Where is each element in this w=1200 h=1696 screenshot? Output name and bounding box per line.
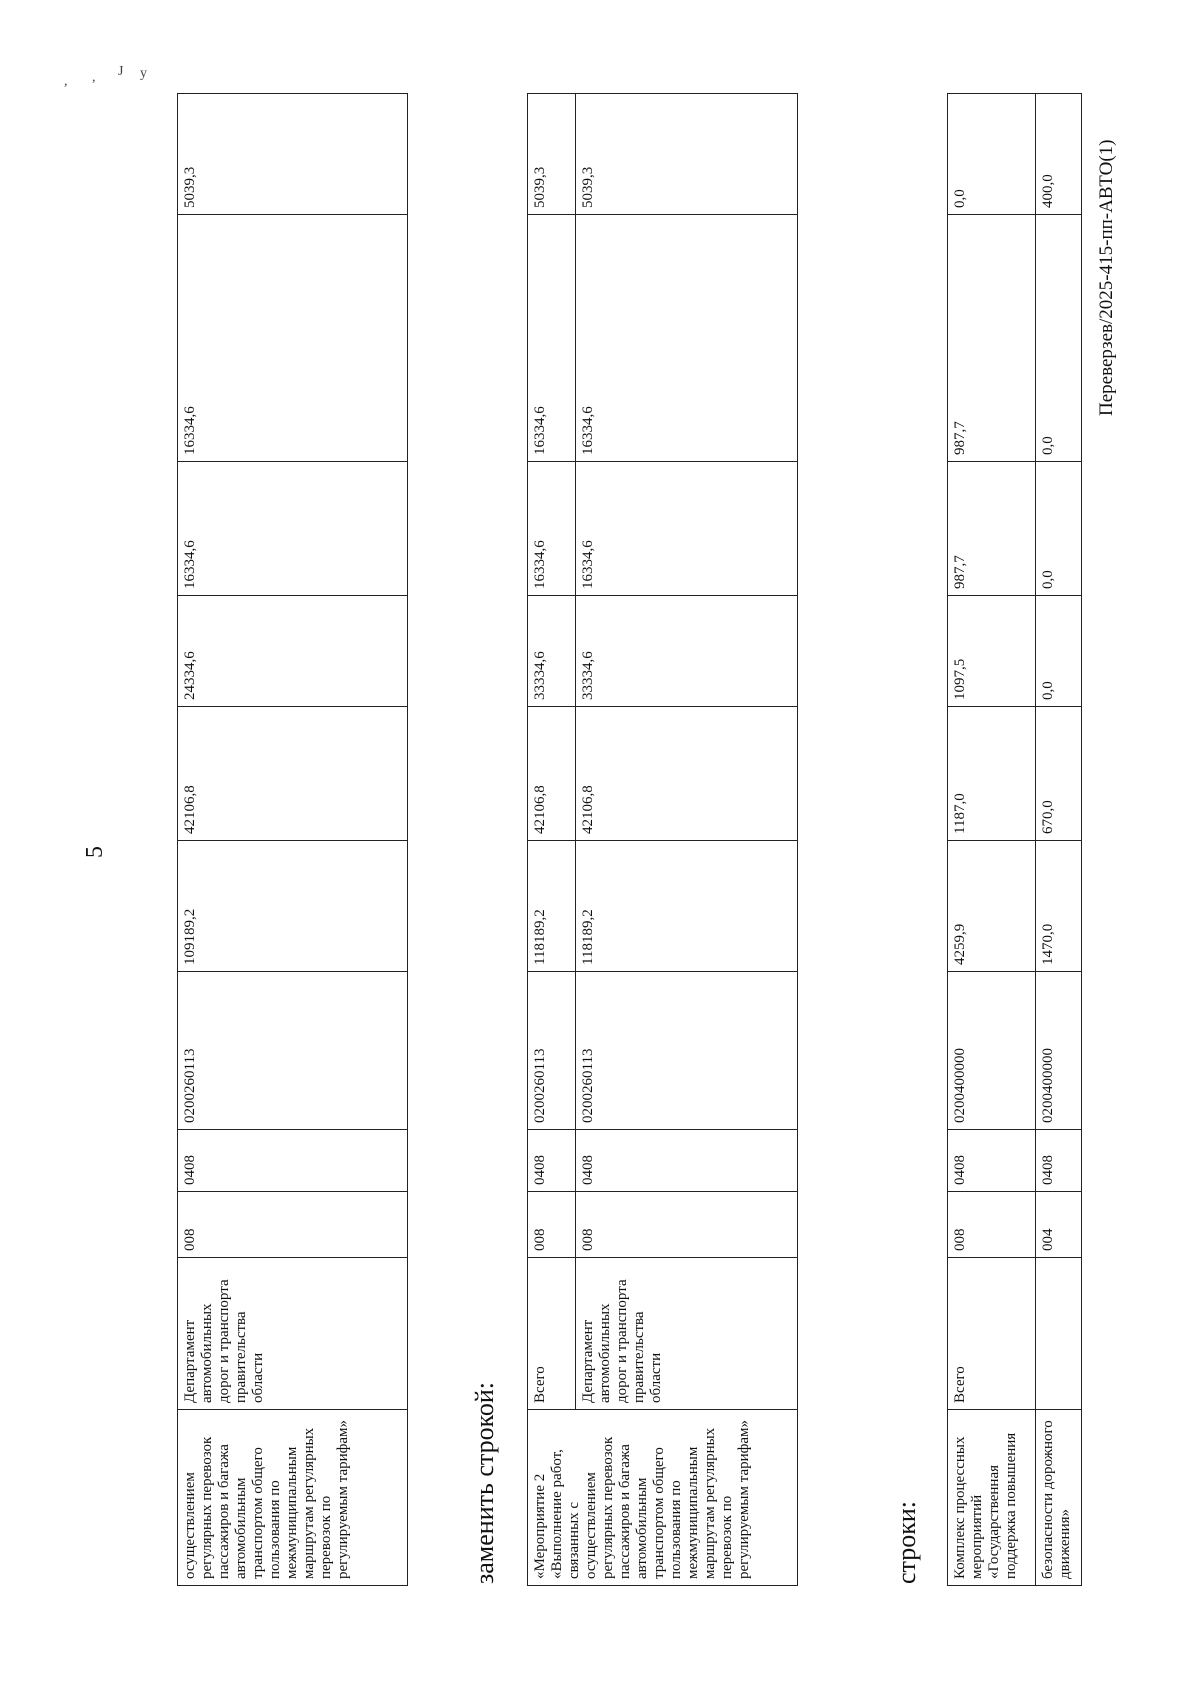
table-row bbox=[948, 94, 1036, 1586]
value-cell: 1097,5 bbox=[948, 596, 1036, 707]
value-cell: 118189,2 bbox=[528, 841, 576, 972]
value-cell: 42106,8 bbox=[178, 707, 408, 841]
value-cell: 16334,6 bbox=[528, 215, 576, 462]
replace-heading: заменить строкой: bbox=[470, 1381, 499, 1584]
value-cell: 118189,2 bbox=[576, 841, 798, 972]
value-cell: 670,0 bbox=[1036, 707, 1082, 841]
value-cell: 16334,6 bbox=[576, 215, 798, 462]
value-cell: 16334,6 bbox=[178, 462, 408, 596]
rzpr-cell: 0408 bbox=[178, 1130, 408, 1192]
value-cell: 5039,3 bbox=[178, 94, 408, 215]
executor-cell bbox=[1036, 1258, 1082, 1410]
executor-cell: Всего bbox=[528, 1258, 576, 1410]
value-cell: 42106,8 bbox=[576, 707, 798, 841]
value-cell: 5039,3 bbox=[528, 94, 576, 215]
page-number: 5 bbox=[82, 846, 108, 858]
value-cell: 987,7 bbox=[948, 215, 1036, 462]
executor-cell: Всего bbox=[948, 1258, 1036, 1410]
csr-cell: 0200400000 bbox=[948, 972, 1036, 1130]
value-cell: 4259,9 bbox=[948, 841, 1036, 972]
rzpr-cell: 0408 bbox=[528, 1130, 576, 1192]
value-cell: 0,0 bbox=[1036, 462, 1082, 596]
grbs-cell: 008 bbox=[948, 1192, 1036, 1258]
document-footer: Переверзев/2025-415-пп-АВТО(1) bbox=[1096, 139, 1117, 416]
table-continuation bbox=[177, 93, 408, 1586]
value-cell: 400,0 bbox=[1036, 94, 1082, 215]
value-cell: 16334,6 bbox=[576, 462, 798, 596]
table-row bbox=[1036, 94, 1082, 1586]
value-cell: 5039,3 bbox=[576, 94, 798, 215]
csr-cell: 0200400000 bbox=[1036, 972, 1082, 1130]
value-cell: 33334,6 bbox=[576, 596, 798, 707]
executor-cell: Департамент автомобильных дорог и транспорта правительства области bbox=[576, 1258, 798, 1410]
value-cell: 1470,0 bbox=[1036, 841, 1082, 972]
replacement-table bbox=[527, 93, 798, 1586]
value-cell: 109189,2 bbox=[178, 841, 408, 972]
table-row bbox=[576, 94, 798, 1586]
value-cell: 0,0 bbox=[1036, 215, 1082, 462]
rows-table bbox=[947, 93, 1082, 1586]
row-name-cell: Комплекс процессных мероприятий «Государственная поддержка повышения bbox=[948, 1410, 1036, 1586]
grbs-cell: 008 bbox=[528, 1192, 576, 1258]
grbs-cell: 008 bbox=[178, 1192, 408, 1258]
csr-cell: 0200260113 bbox=[576, 972, 798, 1130]
rzpr-cell: 0408 bbox=[948, 1130, 1036, 1192]
grbs-cell: 004 bbox=[1036, 1192, 1082, 1258]
value-cell: 0,0 bbox=[1036, 596, 1082, 707]
table-row bbox=[528, 94, 576, 1586]
value-cell: 0,0 bbox=[948, 94, 1036, 215]
rzpr-cell: 0408 bbox=[576, 1130, 798, 1192]
value-cell: 42106,8 bbox=[528, 707, 576, 841]
stray-mark: , bbox=[64, 74, 68, 89]
value-cell: 16334,6 bbox=[178, 215, 408, 462]
value-cell: 24334,6 bbox=[178, 596, 408, 707]
value-cell: 16334,6 bbox=[528, 462, 576, 596]
value-cell: 1187,0 bbox=[948, 707, 1036, 841]
value-cell: 987,7 bbox=[948, 462, 1036, 596]
grbs-cell: 008 bbox=[576, 1192, 798, 1258]
csr-cell: 0200260113 bbox=[528, 972, 576, 1130]
csr-cell: 0200260113 bbox=[178, 972, 408, 1130]
table-row bbox=[178, 94, 408, 1586]
executor-cell: Департамент автомобильных дорог и транспорта правительства области bbox=[178, 1258, 408, 1410]
row-name-cell: безопасности дорожного движения» bbox=[1036, 1410, 1082, 1586]
value-cell: 33334,6 bbox=[528, 596, 576, 707]
row-name-cell: осуществлением регулярных перевозок пассажиров и багажа автомобильным транспортом общего пользования по межмуниципальным маршрутам регулярных перевозок по регулируемым тарифам» bbox=[178, 1410, 408, 1586]
stray-mark: y bbox=[140, 66, 147, 81]
rzpr-cell: 0408 bbox=[1036, 1130, 1082, 1192]
stray-mark: , bbox=[92, 70, 96, 85]
rows-heading: строки: bbox=[892, 1501, 921, 1584]
stray-mark: J bbox=[118, 64, 124, 79]
row-name-cell: «Мероприятие 2 «Выполнение работ, связанных с осуществлением регулярных перевозок пассажиров и багажа автомобильным транспортом общего пользования по межмуниципальным маршрутам регулярных перевозок по регулируемым тарифам» bbox=[528, 1410, 798, 1586]
